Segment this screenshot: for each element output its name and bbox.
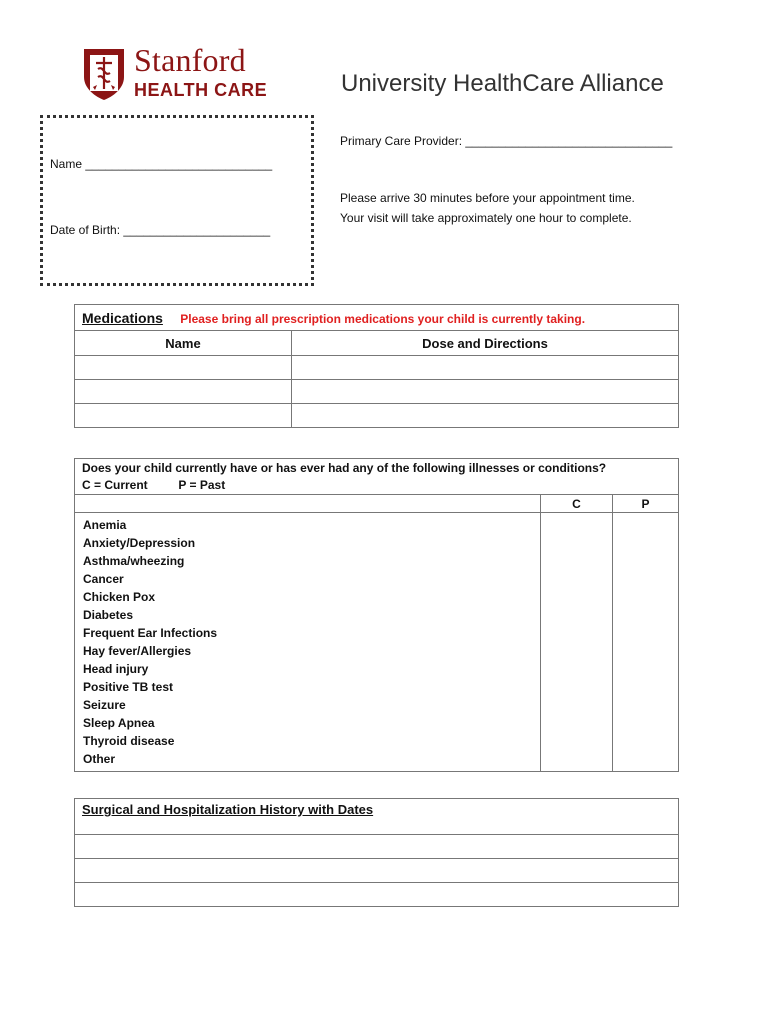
- list-item: Cancer: [83, 572, 124, 586]
- stanford-shield-icon: [82, 47, 126, 101]
- table-row: [75, 859, 679, 883]
- medications-title: Medications: [82, 309, 163, 326]
- past-column-header: P: [613, 495, 679, 513]
- surgical-history-entry[interactable]: [75, 835, 679, 859]
- visit-instructions: [340, 188, 635, 228]
- surgical-history-title: Surgical and Hospitalization History with Dates: [82, 802, 374, 817]
- dose-directions-cell[interactable]: [292, 404, 679, 428]
- table-row: [75, 404, 679, 428]
- list-item: Seizure: [83, 698, 126, 712]
- list-item: Other: [83, 752, 116, 766]
- legend-past: P = Past: [178, 478, 226, 493]
- list-item: Frequent Ear Infections: [83, 626, 218, 640]
- medication-name-cell[interactable]: [75, 380, 292, 404]
- surgical-history-entry[interactable]: [75, 883, 679, 907]
- primary-care-provider-field[interactable]: Primary Care Provider: _______________________________: [340, 134, 673, 148]
- surgical-history-header: [75, 799, 679, 835]
- list-item: Anxiety/Depression: [83, 536, 196, 550]
- conditions-table: [74, 458, 679, 772]
- stanford-health-care-logo: [82, 42, 268, 102]
- past-checkbox-column[interactable]: [613, 513, 679, 772]
- current-checkbox-column[interactable]: [541, 513, 613, 772]
- list-item: Chicken Pox: [83, 590, 156, 604]
- page-title: University HealthCare Alliance: [341, 70, 664, 97]
- list-item: Thyroid disease: [83, 734, 175, 748]
- medication-name-column-header: Name: [75, 331, 292, 356]
- medications-table: [74, 304, 679, 428]
- dose-directions-column-header: Dose and Directions: [292, 331, 679, 356]
- dose-directions-cell[interactable]: [292, 356, 679, 380]
- table-row: [75, 380, 679, 404]
- medication-name-cell[interactable]: [75, 404, 292, 428]
- list-item: Sleep Apnea: [83, 716, 155, 730]
- list-item: Asthma/wheezing: [83, 554, 185, 568]
- legend-current: C = Current: [82, 478, 148, 493]
- conditions-blank-header: [75, 495, 541, 513]
- logo-subtitle: HEALTH CARE: [134, 80, 268, 100]
- table-row: [75, 835, 679, 859]
- conditions-legend: [75, 477, 679, 495]
- medications-note: Please bring all prescription medications your child is currently taking.: [180, 311, 586, 326]
- table-row: [75, 883, 679, 907]
- surgical-history-entry[interactable]: [75, 859, 679, 883]
- patient-label-box: [40, 115, 314, 286]
- date-of-birth-field[interactable]: Date of Birth: ______________________: [50, 223, 271, 237]
- conditions-list: [75, 513, 541, 772]
- list-item: Head injury: [83, 662, 149, 676]
- arrival-instruction: Please arrive 30 minutes before your appointment time.: [340, 191, 635, 205]
- dose-directions-cell[interactable]: [292, 380, 679, 404]
- surgical-history-table: [74, 798, 679, 907]
- list-item: Anemia: [83, 518, 127, 532]
- duration-instruction: Your visit will take approximately one hour to complete.: [340, 211, 632, 225]
- logo-wordmark: Stanford: [134, 42, 246, 78]
- list-item: Diabetes: [83, 608, 134, 622]
- list-item: Positive TB test: [83, 680, 174, 694]
- conditions-question: Does your child currently have or has ever had any of the following illnesses or conditions?: [75, 459, 679, 477]
- medications-header: [75, 305, 679, 331]
- medication-name-cell[interactable]: [75, 356, 292, 380]
- list-item: Hay fever/Allergies: [83, 644, 192, 658]
- patient-name-field[interactable]: Name ____________________________: [50, 157, 273, 171]
- table-row: [75, 356, 679, 380]
- current-column-header: C: [541, 495, 613, 513]
